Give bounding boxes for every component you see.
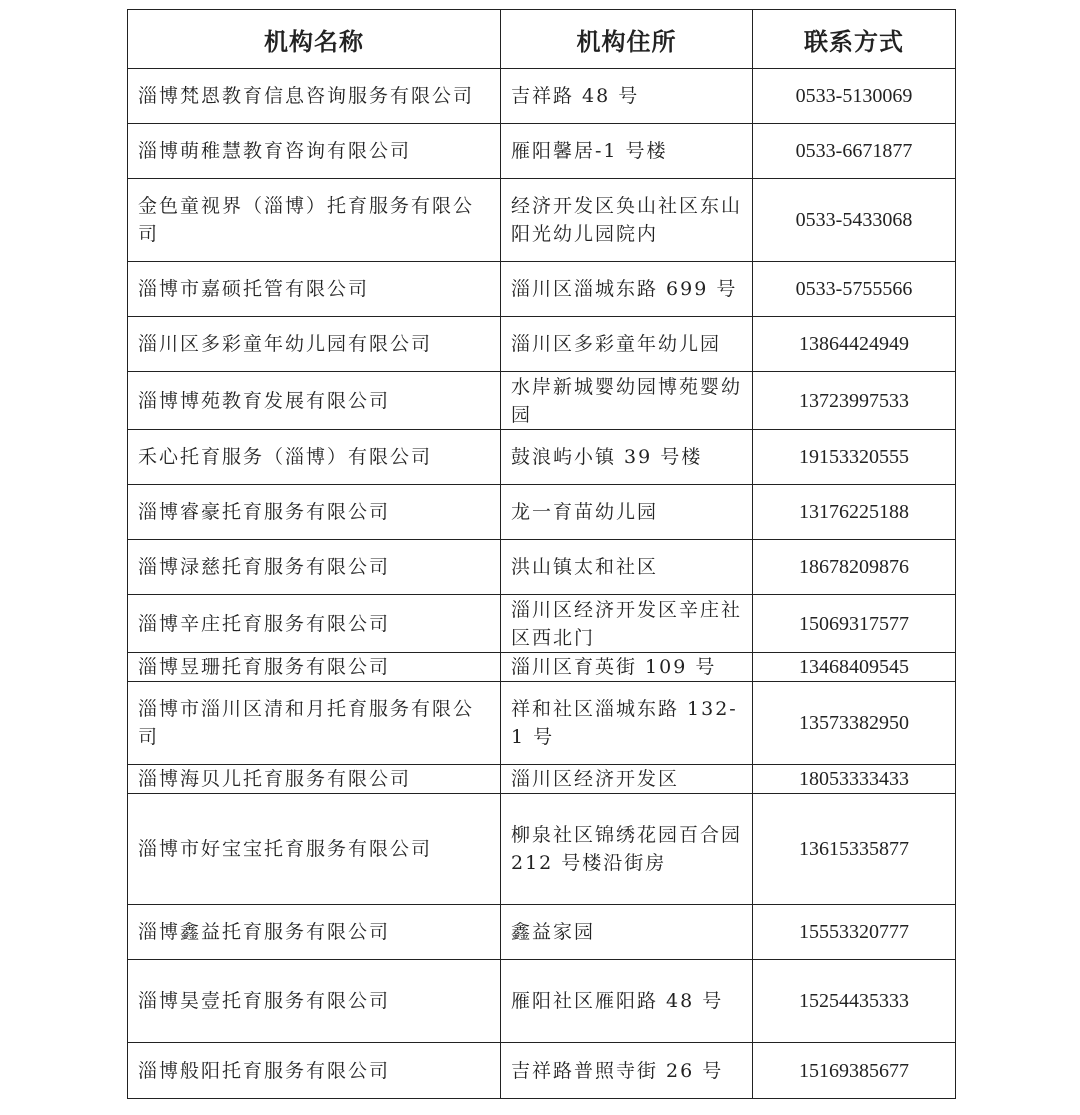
- institution-phone: 0533-5755566: [753, 262, 956, 317]
- institution-phone: 13723997533: [753, 372, 956, 430]
- institution-name: 淄博昊壹托育服务有限公司: [128, 960, 501, 1043]
- table-row: [128, 960, 956, 1043]
- institution-address: 淄川区淄城东路 699 号: [501, 262, 753, 317]
- institution-name: 金色童视界（淄博）托育服务有限公司: [128, 179, 501, 262]
- institution-address: 淄川区育英街 109 号: [501, 653, 753, 682]
- institution-name: 淄博市嘉硕托管有限公司: [128, 262, 501, 317]
- institution-name: 淄川区多彩童年幼儿园有限公司: [128, 317, 501, 372]
- institution-phone: 0533-6671877: [753, 124, 956, 179]
- table-row: [128, 595, 956, 653]
- table-row: [128, 794, 956, 905]
- table-row: [128, 1043, 956, 1099]
- institution-phone: 13573382950: [753, 682, 956, 765]
- institution-phone: 15553320777: [753, 905, 956, 960]
- institution-phone: 15169385677: [753, 1043, 956, 1099]
- institution-phone: 13176225188: [753, 485, 956, 540]
- institution-address: 水岸新城婴幼园博苑婴幼园: [501, 372, 753, 430]
- institution-name: 淄博渌慈托育服务有限公司: [128, 540, 501, 595]
- institution-phone: 18678209876: [753, 540, 956, 595]
- institution-address: 淄川区多彩童年幼儿园: [501, 317, 753, 372]
- institution-phone: 0533-5433068: [753, 179, 956, 262]
- table-row: [128, 430, 956, 485]
- table-row: [128, 179, 956, 262]
- institution-address: 淄川区经济开发区: [501, 765, 753, 794]
- institution-address: 鼓浪屿小镇 39 号楼: [501, 430, 753, 485]
- header-name: 机构名称: [128, 10, 501, 69]
- table-row: [128, 765, 956, 794]
- institution-name: 淄博海贝儿托育服务有限公司: [128, 765, 501, 794]
- institution-name: 淄博梵恩教育信息咨询服务有限公司: [128, 69, 501, 124]
- institution-address: 雁阳社区雁阳路 48 号: [501, 960, 753, 1043]
- institution-phone: 19153320555: [753, 430, 956, 485]
- institution-name: 淄博睿豪托育服务有限公司: [128, 485, 501, 540]
- header-address: 机构住所: [501, 10, 753, 69]
- institution-name: 淄博市好宝宝托育服务有限公司: [128, 794, 501, 905]
- table-row: [128, 682, 956, 765]
- institution-address: 吉祥路 48 号: [501, 69, 753, 124]
- institution-name: 淄博博苑教育发展有限公司: [128, 372, 501, 430]
- institution-name: 禾心托育服务（淄博）有限公司: [128, 430, 501, 485]
- institution-table: [127, 9, 956, 1099]
- table-row: [128, 69, 956, 124]
- institution-name: 淄博昱珊托育服务有限公司: [128, 653, 501, 682]
- table-row: [128, 485, 956, 540]
- institution-name: 淄博辛庄托育服务有限公司: [128, 595, 501, 653]
- table-row: [128, 540, 956, 595]
- institution-address: 柳泉社区锦绣花园百合园 212 号楼沿街房: [501, 794, 753, 905]
- institution-phone: 15069317577: [753, 595, 956, 653]
- header-contact: 联系方式: [753, 10, 956, 69]
- institution-phone: 18053333433: [753, 765, 956, 794]
- institution-phone: 13468409545: [753, 653, 956, 682]
- institution-phone: 15254435333: [753, 960, 956, 1043]
- table-row: [128, 317, 956, 372]
- table-header-row: [128, 10, 956, 69]
- institution-address: 雁阳馨居-1 号楼: [501, 124, 753, 179]
- institution-address: 鑫益家园: [501, 905, 753, 960]
- institution-phone: 0533-5130069: [753, 69, 956, 124]
- institution-address: 淄川区经济开发区辛庄社区西北门: [501, 595, 753, 653]
- institution-name: 淄博般阳托育服务有限公司: [128, 1043, 501, 1099]
- table-row: [128, 905, 956, 960]
- table-row: [128, 372, 956, 430]
- table-row: [128, 262, 956, 317]
- institution-address: 经济开发区奂山社区东山阳光幼儿园院内: [501, 179, 753, 262]
- institution-name: 淄博萌稚慧教育咨询有限公司: [128, 124, 501, 179]
- institution-address: 吉祥路普照寺街 26 号: [501, 1043, 753, 1099]
- institution-name: 淄博鑫益托育服务有限公司: [128, 905, 501, 960]
- institution-phone: 13615335877: [753, 794, 956, 905]
- institution-address: 祥和社区淄城东路 132-1 号: [501, 682, 753, 765]
- table-row: [128, 124, 956, 179]
- institution-address: 龙一育苗幼儿园: [501, 485, 753, 540]
- institution-name: 淄博市淄川区清和月托育服务有限公司: [128, 682, 501, 765]
- institution-address: 洪山镇太和社区: [501, 540, 753, 595]
- institution-phone: 13864424949: [753, 317, 956, 372]
- table-row: [128, 653, 956, 682]
